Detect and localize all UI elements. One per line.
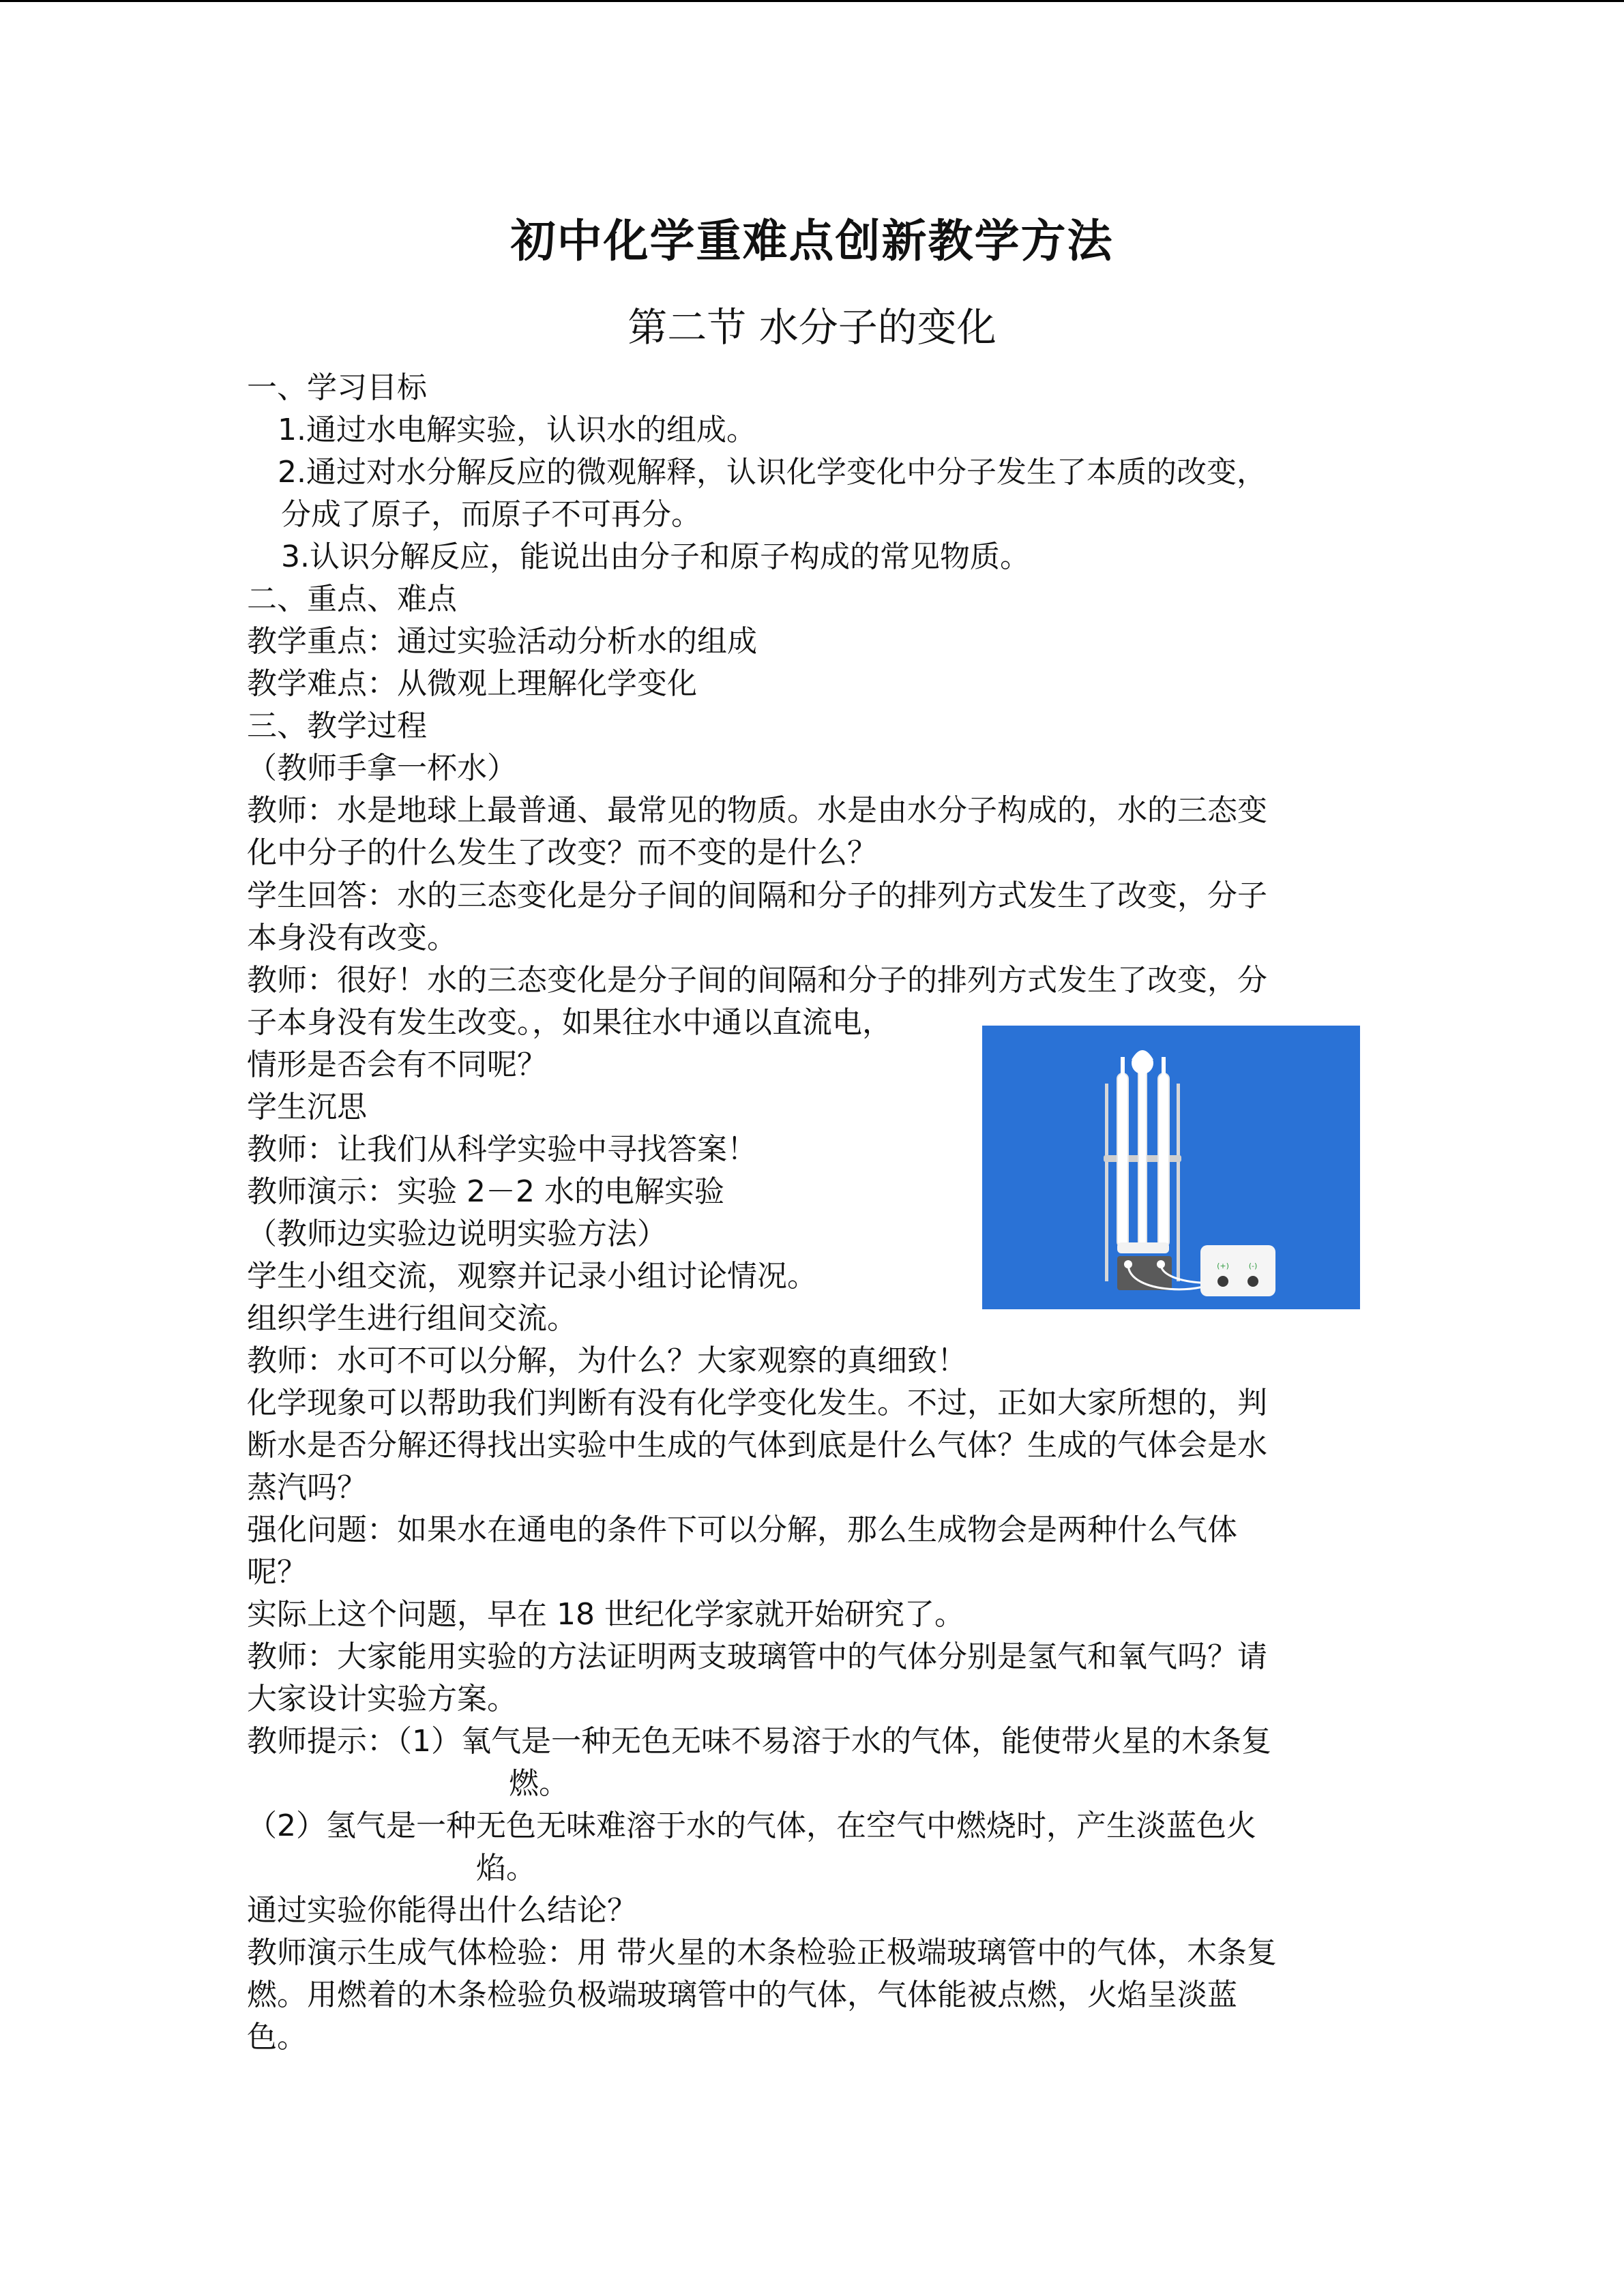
paragraph-line: 学生小组交流，观察并记录小组讨论情况。 xyxy=(247,1259,817,1294)
paragraph-line: 学生沉思 xyxy=(247,1090,367,1124)
funnel-top xyxy=(1132,1050,1153,1060)
left-tube xyxy=(1117,1073,1128,1247)
goal-2-cont: 分成了原子，而原子不可再分。 xyxy=(281,497,701,532)
hint-1-cont: 燃。 xyxy=(509,1766,569,1801)
paragraph-line: 色。 xyxy=(247,2020,307,2055)
paragraph-line: （教师手拿一杯水） xyxy=(247,751,517,786)
paragraph-line: 蒸汽吗？ xyxy=(247,1470,367,1505)
section-title: 第二节 水分子的变化 xyxy=(628,304,996,351)
paragraph-line: 呢？ xyxy=(247,1555,307,1590)
key-point: 教学重点：通过实验活动分析水的组成 xyxy=(247,624,757,659)
paragraph-line: 教师演示生成气体检验：用 带火星的木条检验正极端玻璃管中的气体，木条复 xyxy=(247,1935,1277,1970)
paragraph-line: （教师边实验边说明实验方法） xyxy=(247,1217,667,1251)
paragraph-line: 实际上这个问题，早在 18 世纪化学家就开始研究了。 xyxy=(247,1597,964,1632)
tube-connector xyxy=(1117,1242,1169,1253)
paragraph-line: 断水是否分解还得找出实验中生成的气体到底是什么气体？生成的气体会是水 xyxy=(247,1428,1267,1463)
center-tube xyxy=(1138,1067,1147,1251)
stand-rod-right xyxy=(1177,1084,1180,1281)
power-label-negative: (-) xyxy=(1248,1262,1258,1270)
heading-key-points: 二、重点、难点 xyxy=(247,582,457,616)
paragraph-line: 强化问题：如果水在通电的条件下可以分解，那么生成物会是两种什么气体 xyxy=(247,1512,1237,1547)
paragraph-line: 大家设计实验方案。 xyxy=(247,1682,517,1716)
right-tube xyxy=(1158,1073,1169,1247)
paragraph-line: 通过实验你能得出什么结论？ xyxy=(247,1893,637,1928)
paragraph-line: 教师：水是地球上最普通、最常见的物质。水是由水分子构成的，水的三态变 xyxy=(247,793,1267,828)
electrolysis-apparatus-illustration xyxy=(982,1026,1360,1309)
goal-3: 3.认识分解反应，能说出由分子和原子构成的常见物质。 xyxy=(281,539,1030,574)
heading-process: 三、教学过程 xyxy=(247,709,427,743)
apparatus-base xyxy=(1117,1256,1172,1290)
paragraph-line: 化中分子的什么发生了改变？而不变的是什么？ xyxy=(247,835,877,870)
paragraph-line: 化学现象可以帮助我们判断有没有化学变化发生。不过，正如大家所想的，判 xyxy=(247,1386,1267,1420)
paragraph-line: 教师：水可不可以分解，为什么？大家观察的真细致！ xyxy=(247,1343,967,1378)
goal-1: 1.通过水电解实验，认识水的组成。 xyxy=(278,413,756,447)
hint-1: 教师提示：（1）氧气是一种无色无味不易溶于水的气体，能使带火星的木条复 xyxy=(247,1724,1271,1759)
difficult-point: 教学难点：从微观上理解化学变化 xyxy=(247,666,697,701)
paragraph-line: 教师：很好！水的三态变化是分子间的间隔和分子的排列方式发生了改变，分 xyxy=(247,963,1267,998)
document-title: 初中化学重难点创新教学方法 xyxy=(510,215,1114,267)
stand-rod-left xyxy=(1105,1084,1108,1281)
electrolysis-figure xyxy=(982,1026,1360,1309)
top-border xyxy=(0,0,1624,2)
heading-goals: 一、学习目标 xyxy=(247,370,427,405)
power-label-positive: (+) xyxy=(1217,1262,1229,1270)
power-negative-knob xyxy=(1247,1276,1258,1287)
paragraph-line: 子本身没有发生改变。，如果往水中通以直流电， xyxy=(247,1005,892,1040)
right-tube-tip xyxy=(1162,1057,1166,1075)
paragraph-line: 学生回答：水的三态变化是分子间的间隔和分子的排列方式发生了改变，分子 xyxy=(247,878,1267,913)
paragraph-line: 燃。用燃着的木条检验负极端玻璃管中的气体，气体能被点燃，火焰呈淡蓝 xyxy=(247,1978,1237,2012)
paragraph-line: 教师：让我们从科学实验中寻找答案！ xyxy=(247,1132,757,1167)
paragraph-line: 教师：大家能用实验的方法证明两支玻璃管中的气体分别是氢气和氧气吗？请 xyxy=(247,1639,1267,1674)
goal-2: 2.通过对水分解反应的微观解释，认识化学变化中分子发生了本质的改变， xyxy=(278,455,1267,490)
hint-2-cont: 焰。 xyxy=(476,1851,536,1885)
paragraph-line: 教师演示：实验 2－2 水的电解实验 xyxy=(247,1174,724,1209)
left-tube-tip xyxy=(1121,1057,1125,1075)
power-positive-knob xyxy=(1217,1276,1228,1287)
paragraph-line: 组织学生进行组间交流。 xyxy=(247,1301,577,1336)
hint-2: （2）氢气是一种无色无味难溶于水的气体，在空气中燃烧时，产生淡蓝色火 xyxy=(247,1808,1256,1843)
paragraph-line: 本身没有改变。 xyxy=(247,921,457,955)
paragraph-line: 情形是否会有不同呢？ xyxy=(247,1047,547,1082)
power-supply xyxy=(1200,1245,1275,1296)
